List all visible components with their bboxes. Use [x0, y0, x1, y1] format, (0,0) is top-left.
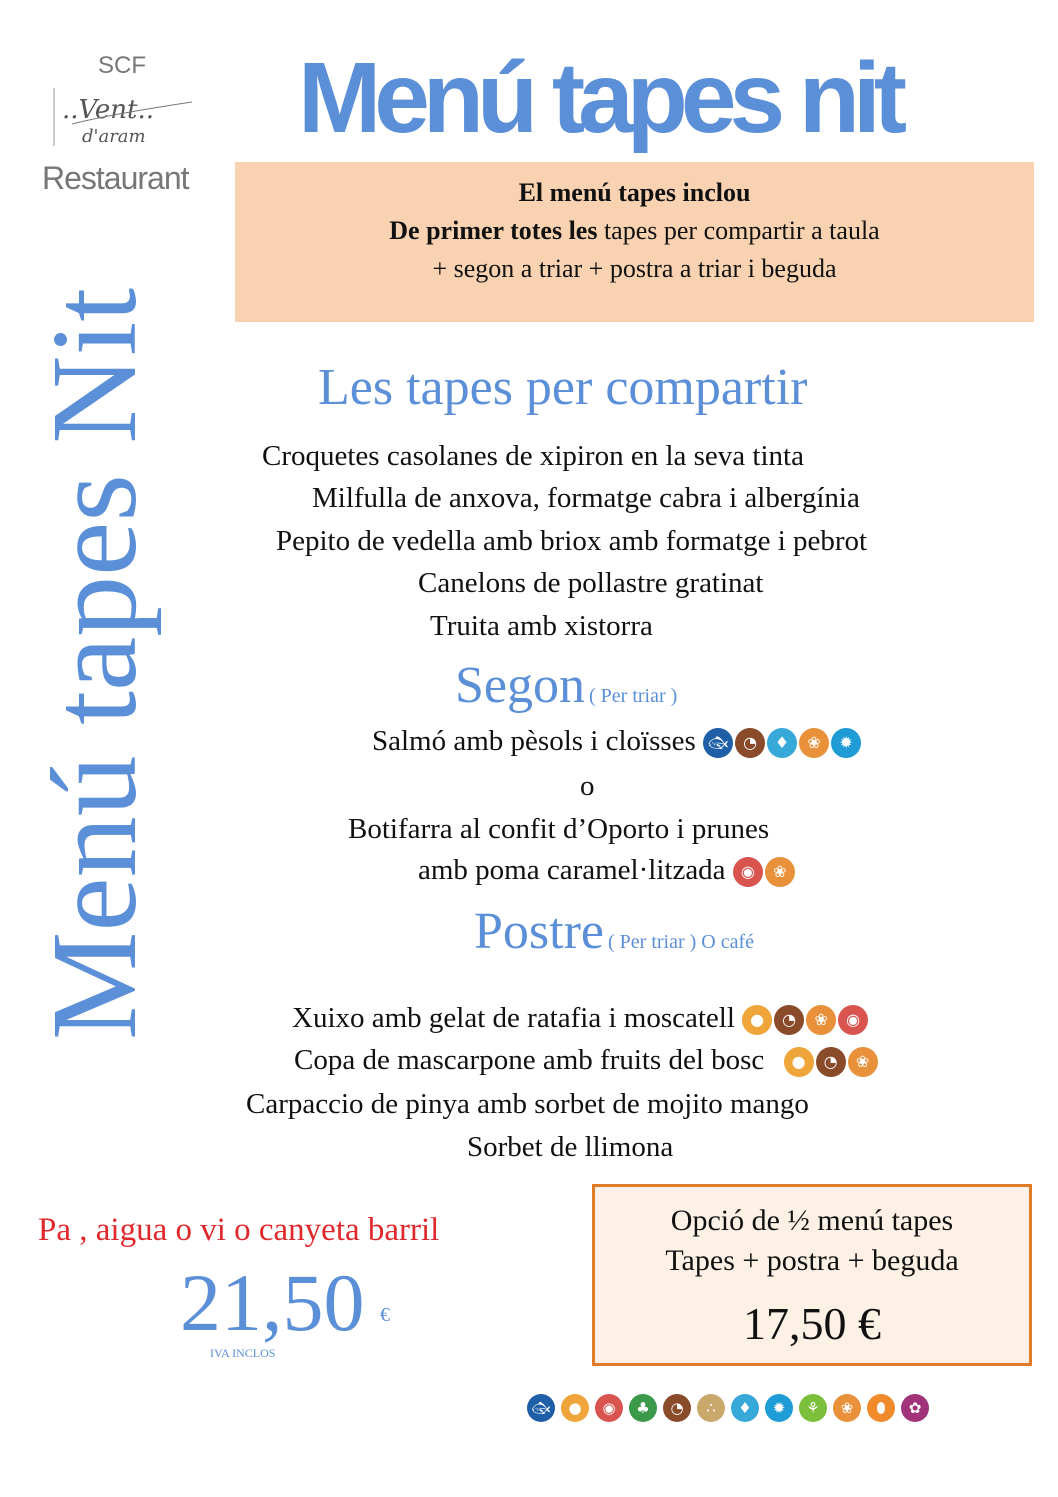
logo-vent-daram — [52, 84, 202, 148]
tapes-item-4: Canelons de pollastre gratinat — [418, 567, 764, 599]
includes-heading: El menú tapes inclou — [518, 178, 751, 207]
segon-item-1-allergens — [703, 728, 861, 758]
sulphite-icon: ◉ — [595, 1394, 623, 1422]
mustard-icon: ◔ — [774, 1005, 804, 1035]
segon-heading-row — [455, 657, 678, 714]
tapes-item-3: Pepito de vedella amb briox amb formatge i pebrot — [276, 525, 868, 557]
includes-box — [235, 162, 1034, 322]
postre-item-2-text: Copa de mascarpone amb fruits del bosc — [294, 1044, 765, 1076]
tapes-heading: Les tapes per compartir — [318, 359, 808, 416]
svg-text:..Vent..: ..Vent.. — [62, 95, 155, 125]
postre-item-1-text: Xuixo amb gelat de ratafia i moscatell — [292, 1002, 735, 1034]
half-menu-price: 17,50 € — [743, 1298, 881, 1349]
logo-scf: SCF — [98, 52, 146, 79]
postre-heading: Postre — [474, 903, 604, 960]
tapes-item-2: Milfulla de anxova, formatge cabra i albergínia — [312, 482, 860, 514]
drink-line: Pa , aigua o vi o canyeta barril — [38, 1212, 440, 1248]
egg-icon: ● — [742, 1005, 772, 1035]
sulphite-icon: ◉ — [733, 857, 763, 887]
postre-note: ( Per triar ) O café — [608, 931, 755, 953]
currency-symbol: € — [380, 1304, 390, 1326]
gluten-icon: ❀ — [833, 1394, 861, 1422]
crustacean-icon: ✹ — [831, 728, 861, 758]
soy-icon: ⚘ — [799, 1394, 827, 1422]
half-menu-line-2: Tapes + postra + beguda — [665, 1244, 959, 1277]
mollusc-icon: ♦ — [767, 728, 797, 758]
page-title: Menú tapes nit — [298, 42, 901, 154]
includes-line-2-rest: tapes per compartir a taula — [597, 216, 880, 245]
mustard-icon: ◔ — [735, 728, 765, 758]
postre-heading-row — [474, 903, 755, 960]
peanut-icon: ⬮ — [867, 1394, 895, 1422]
allergen-legend — [527, 1394, 929, 1422]
vertical-title: Menú tapes Nit — [27, 287, 162, 1040]
tapes-item-5: Truita amb xistorra — [430, 610, 653, 642]
segon-item-2a: Botifarra al confit d’Oporto i prunes — [348, 813, 770, 845]
postre-item-1-allergens — [742, 1005, 868, 1035]
fish-icon: 🐟︎ — [703, 728, 733, 758]
gluten-icon: ❀ — [799, 728, 829, 758]
postre-item-2 — [294, 1046, 878, 1077]
segon-item-2-allergens — [733, 857, 795, 887]
segon-item-1 — [372, 727, 861, 758]
menu-price: 21,50 — [180, 1257, 365, 1348]
mollusc-icon: ♦ — [731, 1394, 759, 1422]
segon-item-2b-text: amb poma caramel·litzada — [418, 854, 726, 886]
logo-restaurant: Restaurant — [42, 160, 189, 196]
egg-icon: ● — [784, 1047, 814, 1077]
fish-icon: 🐟︎ — [527, 1394, 555, 1422]
gluten-icon: ❀ — [848, 1047, 878, 1077]
postre-item-3: Carpaccio de pinya amb sorbet de mojito mango — [246, 1088, 809, 1120]
lupin-icon: ✿ — [901, 1394, 929, 1422]
includes-line-3: + segon a triar + postra a triar i beguda — [432, 254, 837, 283]
postre-item-1 — [292, 1004, 868, 1035]
postre-item-2-allergens — [784, 1047, 878, 1077]
egg-icon: ● — [561, 1394, 589, 1422]
includes-line-2-bold: De primer totes les — [389, 216, 598, 245]
gluten-icon: ❀ — [765, 857, 795, 887]
svg-text:d'aram: d'aram — [82, 126, 146, 147]
sulphite-icon: ◉ — [838, 1005, 868, 1035]
half-menu-line-1: Opció de ½ menú tapes — [670, 1204, 954, 1237]
segon-note: ( Per triar ) — [589, 685, 678, 707]
mustard-icon: ◔ — [816, 1047, 846, 1077]
vat-note: IVA INCLOS — [210, 1346, 276, 1360]
mustard-icon: ◔ — [663, 1394, 691, 1422]
tapes-item-1: Croquetes casolanes de xipiron en la seva tinta — [262, 440, 804, 472]
segon-item-2b — [418, 856, 795, 887]
half-menu-box — [592, 1184, 1032, 1366]
segon-item-1-text: Salmó amb pèsols i cloïsses — [372, 725, 696, 757]
celery-icon: ♣ — [629, 1394, 657, 1422]
sesame-icon: ∴ — [697, 1394, 725, 1422]
gluten-icon: ❀ — [806, 1005, 836, 1035]
segon-heading: Segon — [455, 657, 585, 714]
postre-item-4: Sorbet de llimona — [467, 1131, 674, 1163]
crustacean-icon: ✹ — [765, 1394, 793, 1422]
includes-line-2 — [235, 212, 1034, 250]
segon-or: o — [580, 770, 595, 802]
